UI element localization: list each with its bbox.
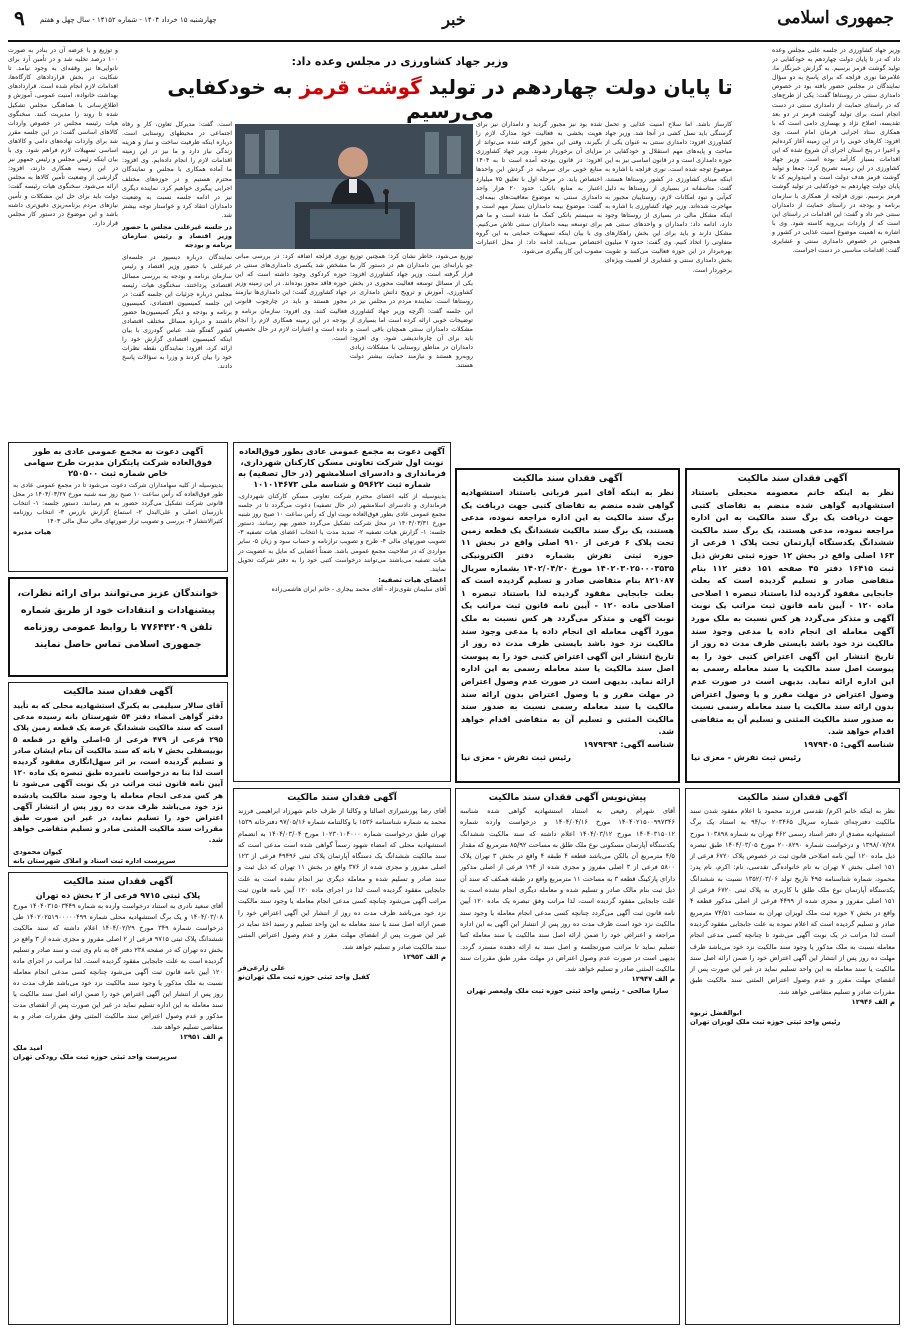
ad-code: شناسه آگهی: ۱۹۷۹۴۰۵	[803, 739, 894, 749]
ad-signatories: آقای سلیمان تقوی‌نژاد - آقای محمد بیجاری - خانم ایران هاشمی‌زاده	[271, 585, 446, 593]
article-column-2	[605, 120, 732, 440]
ad-title: آگهی فقدان سند مالکیت	[63, 877, 173, 887]
ad-code: م الف ۱۲۹۵۱	[179, 1033, 223, 1041]
ad-signature: هیات مدیره	[13, 528, 52, 537]
headline-part-2: به خودکفایی می‌رسیم	[167, 75, 494, 123]
ad-body: آقای شهرام رفیعی به استناد استشهادیه گواهی شده شناسه ۱۴۰۴۰۲۱۵۰۰۹۹۷۳۴۶ مورخ ۱۴۰۴/۰۴/۱۶ و درخواست وارده شماره ۱۴۰۴۰۳۱۵۰۱۲ مورخ ۱۴۰۴/۰۳/۱۲ اعلام داشته که سند مالکیت ششدانگ یکدستگاه آپارتمان مسکونی نوع ملک طلق به مساحت ۸۵/۹۲ مترمربع که مقدار ۴/۵ مترمربع آن بالکن می‌باشد قطعه ۴ طبقه ۴ واقع در بخش ۳ تهران پلاک ۵۸۰۰ فرعی از ۳ اصلی مفروز و مجزی شده از ۱۹۴ فرعی از اصلی مذکور دارای پارکینگ قطعه ۳ به مساحت ۱۱ مترمربع واقع در طبقه همکف که سند آن ذیل ثبت بنام مالک صادر و تسلیم شده و معامله دیگری انجام نشده است به علت جابجایی مفقود گردیده است، لذا مراتب وفق تبصره یک ماده ۱۲۰ آیین نامه قانون ثبت آگهی می‌گردد چنانچه کسی مدعی انجام معامله یا وجود سند مالکیت نزد خود است ظرف مدت ده روز پس از انتشار این آگهی به این اداره مراجعه و اعتراض خود را ضمن ارائه اصل سند مالکیت یا سند معامله کتبا تسلیم نماید تا مراتب صورتجلسه و اصل سند به ارائه دهنده مسترد گردد. بدیهی است در صورت عدم وصول اعتراض در مهلت مقرر طبق مقررات سند مالکیت المثنی صادر و تسلیم خواهد شد.	[460, 807, 676, 974]
article-column-5	[235, 252, 347, 440]
ad-lost-deed-lavizan	[685, 788, 900, 1325]
ad-signature: رئیس ثبت تفرش - معزی نیا	[461, 753, 571, 763]
ad-signature: علی زارعی‌فر	[238, 963, 286, 972]
header-rule	[8, 40, 900, 42]
article-column-1	[772, 46, 900, 436]
ad-lost-deed-bane	[8, 682, 228, 867]
ad-title: پیش‌نویس آگهی فقدان سند مالکیت	[488, 793, 647, 803]
readers-contact-box	[8, 577, 228, 677]
article-subhead: در جلسه غیرعلنی مجلس با حضور وزیر اقتصاد و رئیس سازمان برنامه و بودجه	[122, 223, 232, 250]
ad-code: شناسه آگهی: ۱۹۷۹۳۹۴	[583, 739, 674, 749]
ad-body: آقای سعید نادری به استناد درخواست وارده به شماره ۱۴۰۴۰۳۱۵۰۳۴۴۹ مورخ ۱۴۰۴/۰۳/۰۸ و یک برگ استشهادیه محلی شماره ۱۴۰۲۰۲۵۱۹۰۰۰۰۰۴۹۹ طی درخواست شماره ۳۴۹ مورخ ۱۴۰۴/۰۲/۲۹ اعلام داشته که سند مالکیت ششدانگ پلاک ثبتی ۹۷۱۵ فرعی از ۲ اصلی مفروز و مجزی شده از ۳ واقع در بخش ده تهران که در صفحه ۲۳۸ دفتر ۵۴ به نام وی ثبت و سند صادر و تسلیم گردیده است به علت جابجایی مفقود گردیده است. لذا مراتب در اجرای ماده ۱۲۰ آیین نامه قانون ثبت آگهی می‌شود چنانچه کسی مدعی انجام معامله نسبت به ملک مذکور یا وجود سند مالکیت نزد خود می‌باشد ظرف مدت ده روز پس از انتشار این آگهی اعتراض خود را ضمن ارائه اصل سند مالکیت یا سند معامله به این اداره تسلیم نماید در غیر این صورت پس از انقضای مدت مذکور و عدم وصول اعتراض سند مالکیت المثنی وفق مقررات صادر و به متقاضی تسلیم خواهد شد.	[13, 902, 223, 1031]
article-text: توزیع می‌شود، خاطر نشان کرد: همچنین توزیع جو یارانه‌ای بین دامداران هم در دستور کار ما قرار گرفته است. وزیر جهاد کشاورزی افزود: یکی از مسائل توسعه فعالیت محوری در بخش کشاورزی، آموزش و ترویج دانش دامداری در روستاها است. نماینده مردم در مجلس نیز در این جلسه گفت: اگرچه وزیر جهاد کشاورزی توضیحات خوبی ارائه کرده است اما بسیاری از مشکلات دامداران سنتی همچنان باقی است و باید برای آن چاره‌اندیشی شود. وی افزود: دامداران در مناطق روستایی با مشکلات زیادی روبه‌رو هستند و نیازمند حمایت بیشتر دولت هستند.	[350, 253, 473, 370]
ad-subtitle: پلاک ثبتی ۹۷۱۵ فرعی از ۲ بخش ده تهران	[35, 891, 201, 900]
article-column-7	[8, 46, 118, 440]
ad-body: نظر به اینکه خانم اکرم/ تقدسی فرزند محمود با اعلام مفقود شدن سند مالکیت دفترچه‌ای شماره سریال ۲۰۳۴۶۵ ب/۹۴ به استناد یک برگ استشهادیه مصدق از دفتر اسناد رسمی ۴۶۲ تهران به شماره ۱۰۳۸۹۸ مورخ ۱۳۹۸/۰۷/۲۸ و درخواست شماره ۲۰۰۸۲۹۰ مورخ ۱۴۰۴/۰۳/۰۵ طبق تبصره ذیل ماده ۱۲۰ آیین نامه اصلاحی قانون ثبت در خصوص پلاک ۶۷۲۰ فرعی از ۱۵۱ اصلی بخش ۷ تهران به نام خانواده‌گی تقدسی، نام: اکرم، نام پدر: محمود، شماره شناسنامه ۴۹۵ تاریخ تولد ۱۳۵۲/۰۳/۰۶ نسبت به ششدانگ یکدستگاه آپارتمان نوع ملک طلق با کاربری به پلاک ثبتی ۶۷۲۰ فرعی از ۱۵۱ اصلی مفروز و مجزی شده از ۴۴۹۹ فرعی از اصلی مذکور قطعه ۴ واقع در بخش ۷ حوزه ثبت ملک لویزان تهران به مساحت ۷۴/۵۱ مترمربع صادر و تسلیم گردیده است که اعلام نموده به علت جابجایی مفقود گردیده است لذا مراتب در یک نوبت آگهی می‌شود تا چنانچه کسی مدعی انجام معامله نسبت به ملک مذکور یا وجود سند مالکیت نزد خود می‌باشد ظرف مهلت ده روز پس از انتشار این آگهی اعتراض خود را ضمن ارائه اصل سند مالکیت یا سند معامله به این واحد تسلیم نماید در غیر این صورت پس از انقضای مهلت مقرر و عدم وصول اعتراض المثنی سند مالکیت طبق مقررات صادر و تسلیم متقاضی خواهد شد.	[690, 807, 896, 996]
ad-title: آگهی فقدان سند مالکیت	[512, 474, 623, 484]
ad-cooperative-meeting	[233, 442, 451, 782]
article-supertitle: وزیر جهاد کشاورزی در مجلس وعده داد:	[291, 55, 509, 68]
ad-title: آگهی فقدان سند مالکیت	[63, 687, 173, 697]
ad-signature-title: کفیل واحد ثبتی حوزه ثبت ملک تهران‌نو	[238, 973, 371, 982]
ad-title: آگهی فقدان سند مالکیت	[737, 474, 848, 484]
section-title: خبر	[442, 10, 466, 29]
newspaper-logo: جمهوری اسلامی	[777, 8, 894, 28]
article-column-6	[122, 120, 232, 440]
article-column-4	[350, 252, 473, 440]
ad-signature-title: رئیس واحد ثبتی حوزه ثبت ملک لویزان تهران	[690, 1018, 841, 1027]
ad-lost-deed-2	[455, 468, 680, 783]
ad-signature: رئیس ثبت تفرش - معزی نیا	[691, 753, 801, 763]
headline-part-1: تا پایان دولت چهاردهم در تولید	[428, 75, 733, 99]
headline-highlight: گوشت قرمز	[299, 75, 422, 99]
ad-body: بدینوسیله از کلیه سهامداران شرکت دعوت می‌شود تا در مجمع عمومی عادی به طور فوق‌العاده که رأس ساعت ۱۰ صبح روز سه شنبه مورخ ۱۴۰۴/۰۳/۲۷ در محل قانونی شرکت تشکیل می‌گردد حضور به هم رسانند. دستور جلسه: ۱- انتخاب بازرسان اصلی و علی‌البدل ۲- استماع گزارش بازرس ۳- انتخاب روزنامه کثیرالانتشار ۴- بررسی و تصویب تراز صورتهای مالی سال مالی ۱۴۰۳	[13, 482, 223, 526]
ad-title: آگهی دعوت به مجمع عمومی عادی به طور فوق‌العاده شرکت پایتکران مدیرت طرح سهامی خاص شماره ثبت ۲۵۰۵۰۰	[23, 446, 213, 478]
ad-signature-title: سرپرست واحد ثبتی حوزه ثبت ملک رودکی تهران	[13, 1053, 177, 1062]
article-text: نمایندگان درباره دیسپوز در جلسه‌ای غیرعلنی با حضور وزیر اقتصاد و رئیس سازمان برنامه و بودجه به بررسی مسائل اقتصادی پرداختند. سخنگوی هیات رئیسه مجلس درباره جزئیات این جلسه گفت: در این جلسه کمیسیون اقتصادی، کمیسیون برنامه و بودجه و دیگر کمیسیون‌ها حضور داشتند و درباره مسائل مختلف اقتصادی کشور گفتگو شد. عباس گودرزی با بیان اینکه کمیسیون اقتصادی گزارش خود را ارائه کرد، افزود: نمایندگان نقطه نظرات خود را بیان کردند و وزرا به سؤالات پاسخ دادند.	[122, 254, 232, 371]
ad-title: آگهی دعوت به مجمع عمومی عادی بطور فوق‌العاده نوبت اول شرکت تعاونی مسکن کارکنان شهرداری، فرمانداری و دادسرای اسلامشهر (در حال تصفیه) به شماره ثبت ۵۹۶۲۲ و شناسه ملی ۱۰۱۰۱۴۶۷۳	[238, 446, 446, 489]
article-text: کارساز باشد. اما سلاح امنیت غذایی و تحمل گرسنگی باید نسل کشی در آنجا شد. وزیر جهاد کشاورزی افزود: دامداری سنتی به عنوان یکی از مباحث و پایه‌های مهم استقلال و خودکفایی در حوزه دامداری است و در قانون اساسی نیز به این موضوع توجه شده است. نوری قزلجه با اشاره به اینکه مبنای کشاورزی در کشور روستاها هستند، گفت: متاسفانه در بسیاری از روستاها به دلیل کم‌آبی و نبود امکانات لازم، روستاییان مجبور به مهاجرت شده‌اند. وزیر جهاد کشاورزی با اشاره به اینکه مشکل مالی در بسیاری از روستاها وجود دارد، ادامه داد: دامداران و واحدهای سنتی هم مشکل دارند و باید برای این بخش راهکارهای متفاوتی را اتخاذ کنیم. وی گفت: حدود ۷ میلیون بهره‌بردار در این حوزه فعالیت می‌کنند و تقویت بخش دامداری سنتی و عشایری از اهمیت ویژه‌ای برخوردار است.	[605, 121, 732, 274]
ad-code: م الف ۱۲۹۴۶	[851, 998, 895, 1007]
ad-title: آگهی فقدان سند مالکیت	[287, 793, 397, 803]
ad-signature: ابوالفضل تربوه	[690, 1009, 742, 1018]
ad-body: آقای سالار سیلیمی به یکبرگ استشهادیه محلی که به تأیید دفتر گواهی امضاء دفتر ۵۴ شهرستان بانه رسیده مدعی است که سند مالکیت ششدانگ عرصه یک قطعه زمین پلاک ۲۹۵ فرعی از ۴۷۹ فرعی از ۵-اصلی واقع در قطعه ۵ بوییسفلی بخش ۷ بانه که سند مالکیت آن بنام ایشان صادر و تسلیم گردیده است، بر اثر سهل‌انگاری مفقود گردیده است لذا بنا به درخواست نامبرده طبق تبصره یک ماده ۱۲۰ آیین نامه قانون ثبت مراتب در یک نوبت آگهی می‌شود تا هر کس مدعی انجام معامله یا وجود سند مالکیت یادشده نزد خود می‌باشد ظرف مدت ده روز پس از انتشار آگهی اعتراض خود را تسلیم نماید، در غیر این صورت طبق مقررات سند مالکیت المثنی صادر و تسلیم متقاضی خواهد شد.	[13, 701, 223, 845]
page-number: ۹	[14, 6, 25, 30]
article-text: است. گفت: مدیرکل تعاون، کار و رفاه اجتماعی در محیطهای روستایی است. درباره اینکه ظرفیت ساخت و ساز و هزینه زندگی نیاز دارد و ما نیز در این زمینه اقدامات لازم را انجام داده‌ایم. وی افزود: ما آماده همکاری با مجلس و نمایندگان محترم هستیم و در حوزه‌های مختلف اجرایی پیگیری خواهیم کرد. نماینده دیگری نیز در ادامه جلسه نسبت به وضعیت دامداران انتقاد کرد و خواستار توجه بیشتر شد.	[122, 121, 232, 219]
article-text: شده بود نیز مجبور گردید و دامداران نیز برای هویت بخشی به فعالیت خود مدارک لازم را بگیرند، وقتی این مجوز گرفته شده می‌تواند از مزایای آن برخوردار شوند. وزیر جهاد کشاورزی افزود: در قانون بودجه آمده است تا به ۱۴۰۴ منابع خوبی برای سرمایه در گردش این واحدها اختصاص یابد. در مرحله اول با تعلیق ۷۵ میلیارد اعتبار به منابع بانکی: حدود ۲۰ هزار واحد دامداری سنتی به موضوع معافیت‌های بیمه‌ای، گفت: موضوع بیمه دامداران بسیار مهم است و به سیستم بانکی کمک ما شده است و ما هم برای توسعه بیمه دامداران سنتی تلاش می‌کنیم. وی با بیان اینکه تسهیلات حمایتی به این گروه اختصاص می‌یابد، ادامه داد: از محل اعتبارات مصوب این کار پیگیری می‌شود.	[476, 121, 602, 256]
ad-signature: کیوان محمودی	[13, 847, 63, 856]
article-headline	[160, 75, 740, 123]
ad-lost-deed-roudaki	[8, 872, 228, 1325]
ad-body: آقای رضا پورشیرازی اصالتا و وکالتا از طرف خانم شهرزاد ابراهیمی فرزند محمد به شماره شناسنامه ۱۵۳۶ با وکالتنامه شماره ۹۷/۰۵/۱۶ دفترخانه ۱۵۳۹ تهران طبق درخواست شماره ۱۰۲۳۰۱۰۴۰۰۰ مورخ ۱۴۰۴/۰۳/۰۴ به انضمام استشهادیه محلی که امضاء شهود رسماً گواهی شده است مدعی است که سند مالکیت ششدانگ یک دستگاه آپارتمان پلاک ثبتی ۴۹۴۹۶ فرعی از ۱۲۳ اصلی مفروز و مجزی شده از ۳۷۶ واقع در بخش ۱۱ تهران که ذیل ثبت و سند صادر و تسلیم شده و معامله دیگری نیز انجام نشده است به علت جابجایی مفقود گردیده است لذا در اجرای ماده ۱۲۰ آیین نامه قانون ثبت مراتب آگهی می‌شود چنانچه کسی مدعی انجام معامله یا وجود سند مالکیت نزد خود می‌باشد ظرف مدت ده روز از انتشار این آگهی اعتراض خود را ضمن ارائه اصل سند یا سند معامله به این واحد تسلیم و رسید اخذ نماید در غیر این صورت پس از انقضای مهلت مقرر و عدم وصول اعتراض المثنی سند مالکیت صادر و تسلیم خواهد شد.	[238, 807, 446, 951]
ad-code: م الف ۱۲۹۴۷	[631, 975, 675, 984]
ad-title: آگهی فقدان سند مالکیت	[737, 793, 848, 803]
article-text: و توزیع و یا عرضه آن در بنادر به صورت ۱۰۰ درصد تخلیه شد و در تأمین آرد برای نانوایی‌ها نیز وقفه‌ای به وجود نیامد. تا شکایت در بخش قراردادهای کارگاه‌ها، اقدامات لازم انجام شده است. قراردادهای بهداشت خانواده، امنیت عمومی، آموزش و اطلاع‌رسانی با هماهنگی مجلس تشکیل شده تا روند را مدیریت کنند. سخنگوی هیات رئیسه مجلس در خصوص واردات کالاهای اساسی گفت: در این جلسه مقرر شد برای واردات نهاده‌های دامی و کالاهای اساسی تسهیلات لازم فراهم شود. وی با بیان اینکه رئیس مجلس و رئیس جمهور نیز در این زمینه همکاری دارند، افزود: گزارشی از وضعیت تأمین کالاها به مجلس ارائه می‌شود. سخنگوی هیات رئیسه گفت: دولت باید برای حل این مشکلات و تأمین نیازهای مردم برنامه‌ریزی دقیق‌تری داشته باشد و این موضوع در دستور کار مجلس قرار دارد.	[8, 47, 118, 227]
ad-signature: سارا صالحی - رئیس واحد ثبتی حوزه ثبت ملک ولیعصر تهران	[466, 986, 669, 995]
ad-body: نظر به اینکه خانم معصومه محبعلی باستناد استشهادیه گواهی شده منضم به تقاضای کتبی جهت دریافت یک برگ سند مالکیت به این اداره مراجعه نموده، مدعی هستند، یک برگ سند مالکیت ششدانگ یکدستگاه آپارتمان تحت پلاک ۱ فرعی از ۱۶۳ اصلی واقع در بخش ۱۲ حوزه ثبتی تفرش ذیل ثبت ۱۶۴۱۵ دفتر ۴۵ صفحه ۱۵۱ دفتر ۱۱۲ بنام متقاضی صادر و تسلیم گردیده است که بعلت جابجایی مفقود گردیده لذا باستناد تبصره ۱ اصلاحی ماده ۱۲۰ - آیین نامه قانون ثبت مراتب یک نوبت آگهی و متذکر می‌گردد هر کس نسبت به ملک مورد آگهی معامله ای انجام داده یا مدعی وجود سند مالکیت نزد خود باشد بایستی ظرف مدت ده روز از تاریخ انتشار این آگهی اعتراض کتبی خود را به پیوست اصل سند مالکیت یا سند معامله رسمی به این اداره ارائه نماید. بدیهی است در صورت عدم وصول اعتراض در مهلت مقرر و یا وصول اعتراض بدون ارائه سند مالکیت یا سند معامله رسمی نسبت به صدور سند مالکیت المثنی و تسلیم آن به متقاضی اقدام خواهد شد.	[691, 488, 895, 737]
ad-lost-deed-draft	[455, 788, 680, 1325]
ad-lost-deed-tehrannou	[233, 788, 451, 1325]
page-header	[8, 6, 900, 40]
article-column-3	[476, 120, 602, 440]
readers-contact-text: خوانندگان عزیز می‌توانند برای ارائه نظرات، پیشنهادات و انتقادات خود از طریق شماره تلفن ۷۷۶۴۴۲۰۹ با روابط عمومی روزنامه جمهوری اسلامی تماس حاصل نمایند	[17, 588, 219, 650]
article-text: نوری قزلجه اضافه کرد: در بررسی مبانی مشخص شد یکسری دامداری‌های سنتی در حوزه کردکوی وجود داشته است که این حوزه فاقد مجوز بوده‌اند. در این زمینه وزیر جهاد کشاورزی گفت: این دامداری‌ها نیازمند مجوز هستند و باید در چارچوب قانونی فعالیت کنند. وی افزود: سازمان برنامه و بودجه در این زمینه همکاری لازم را انجام داده است و اعتبارات لازم در حال تخصیص است.	[235, 253, 347, 342]
ad-signature-title: سرپرست اداره ثبت اسناد و املاک شهرستان بانه	[13, 856, 176, 865]
ad-company-meeting	[8, 442, 228, 572]
minister-photo	[235, 124, 473, 249]
dateline: چهارشنبه ۱۵ خرداد ۱۴۰۴ - شماره ۱۴۱۵۲ - سال چهل و هفتم	[40, 16, 217, 24]
ad-signature: اعضای هیات تصفیه:	[378, 575, 446, 584]
ad-code: م الف ۱۲۹۵۳	[402, 952, 446, 961]
ad-body: بدینوسیله از کلیه اعضای محترم شرکت تعاونی مسکن کارکنان شهرداری، فرمانداری و دادسرای اسلامشهر (در حال تصفیه) دعوت می‌گردد تا در جلسه مجمع عمومی عادی بطور فوق‌العاده نوبت اول که رأس ساعت ۱۰ صبح روز شنبه مورخ ۱۴۰۴/۰۳/۳۱ در محل شرکت تشکیل می‌گردد حضور بهم رسانند. دستور جلسه: ۱- گزارش هیات تصفیه ۲- تمدید مدت یا انتخاب اعضای هیات تصفیه ۳- تصویب صورتهای مالی ۴- طرح و تصویب ترازنامه و حساب سود و زیان ۵- سایر مواردی که در صلاحیت مجمع عمومی باشد. ضمناً اعضایی که مایل به عضویت در هیات تصفیه می‌باشند می‌توانند درخواست کتبی خود را به دفتر شرکت تحویل نمایند.	[238, 493, 447, 573]
ad-signature: امید ملک	[13, 1044, 43, 1053]
ad-lost-deed-1	[685, 468, 900, 783]
ad-body: نظر به اینکه آقای امیر قربانی باستناد استشهادیه گواهی شده منضم به تقاضای کتبی جهت دریافت یک برگ سند مالکیت به این اداره مراجعه نموده، مدعی هستند، یک برگ سند مالکیت ششدانگ یک قطعه زمین تحت پلاک ۶ فرعی از ۹۱۰ اصلی واقع در بخش ۱۱ حوزه ثبتی تفرش بشماره دفتر الکترونیکی ۱۴۰۲۰۳۰۲۵۰۰۰۳۵۳۵ مورخ ۱۴۰۲/۰۴/۲۰ بشماره سریال ۸۲۱۰۸۷ بنام متقاضی صادر و تسلیم گردیده است که بعلت جابجایی مفقود گردیده لذا باستناد تبصره ۱ اصلاحی ماده ۱۲۰ - آیین نامه قانون ثبت مراتب یک نوبت آگهی و متذکر می‌گردد هر کس نسبت به ملک مورد آگهی معامله ای انجام داده یا مدعی وجود سند مالکیت نزد خود باشد بایستی ظرف مدت ده روز از تاریخ انتشار این آگهی اعتراض کتبی خود را به پیوست اصل سند مالکیت یا سند معامله رسمی به این اداره ارائه نماید. بدیهی است در صورت عدم وصول اعتراض در مهلت مقرر و یا وصول اعتراض بدون ارائه سند مالکیت یا سند معامله رسمی نسبت به صدور سند مالکیت المثنی و تسلیم آن به متقاضی اقدام خواهد شد.	[461, 488, 674, 737]
article-text: وزیر جهاد کشاورزی در جلسه علنی مجلس وعده داد که در تا پایان دولت چهاردهم به خودکفایی در تولید گوشت قرمز برسیم. به گزارش خبرنگار ما، غلامرضا نوری قزلجه که برای پاسخ به دو سؤال نمایندگان در مجلس حضور یافته بود در خصوص دامداری سنتی در روستاها گفت: یکی از طرح‌های که در راستای حمایت از دامداری سنتی در دست انجام است برای تولید گوشت قرمز در دو بعد تقدیسه، اصلاح نژاد و بهسازی دامی است که با همکاری ستاد اجرایی فرمان امام است. وی افزود: کارهای خوبی را در این زمینه آغاز کرده‌ایم و اخیرا در پنج استان اجرای آن شروع شده که این اقدامات بسیار کارآمد بوده است. وزیر جهاد کشاورزی در این زمینه تصریح کرد: جمعا و تولید گوشت قرمز هدف دولت است و امیدواریم که تا پایان دولت چهاردهم به خودکفایی در تولید گوشت قرمز برسیم. نوری قزلجه از همکاری با سازمان برنامه و بودجه در راستای حمایت از دامداران سنتی خبر داد و گفت: این اقدامات در راستای این است که از واردات بی‌رویه کاسته شود. وی با اشاره به اهمیت موضوع امنیت غذایی در کشور و همچنین در خصوص دامداری سنتی و عشایری گفت: اقدامات مناسبی در دست اجراست.	[772, 47, 900, 255]
